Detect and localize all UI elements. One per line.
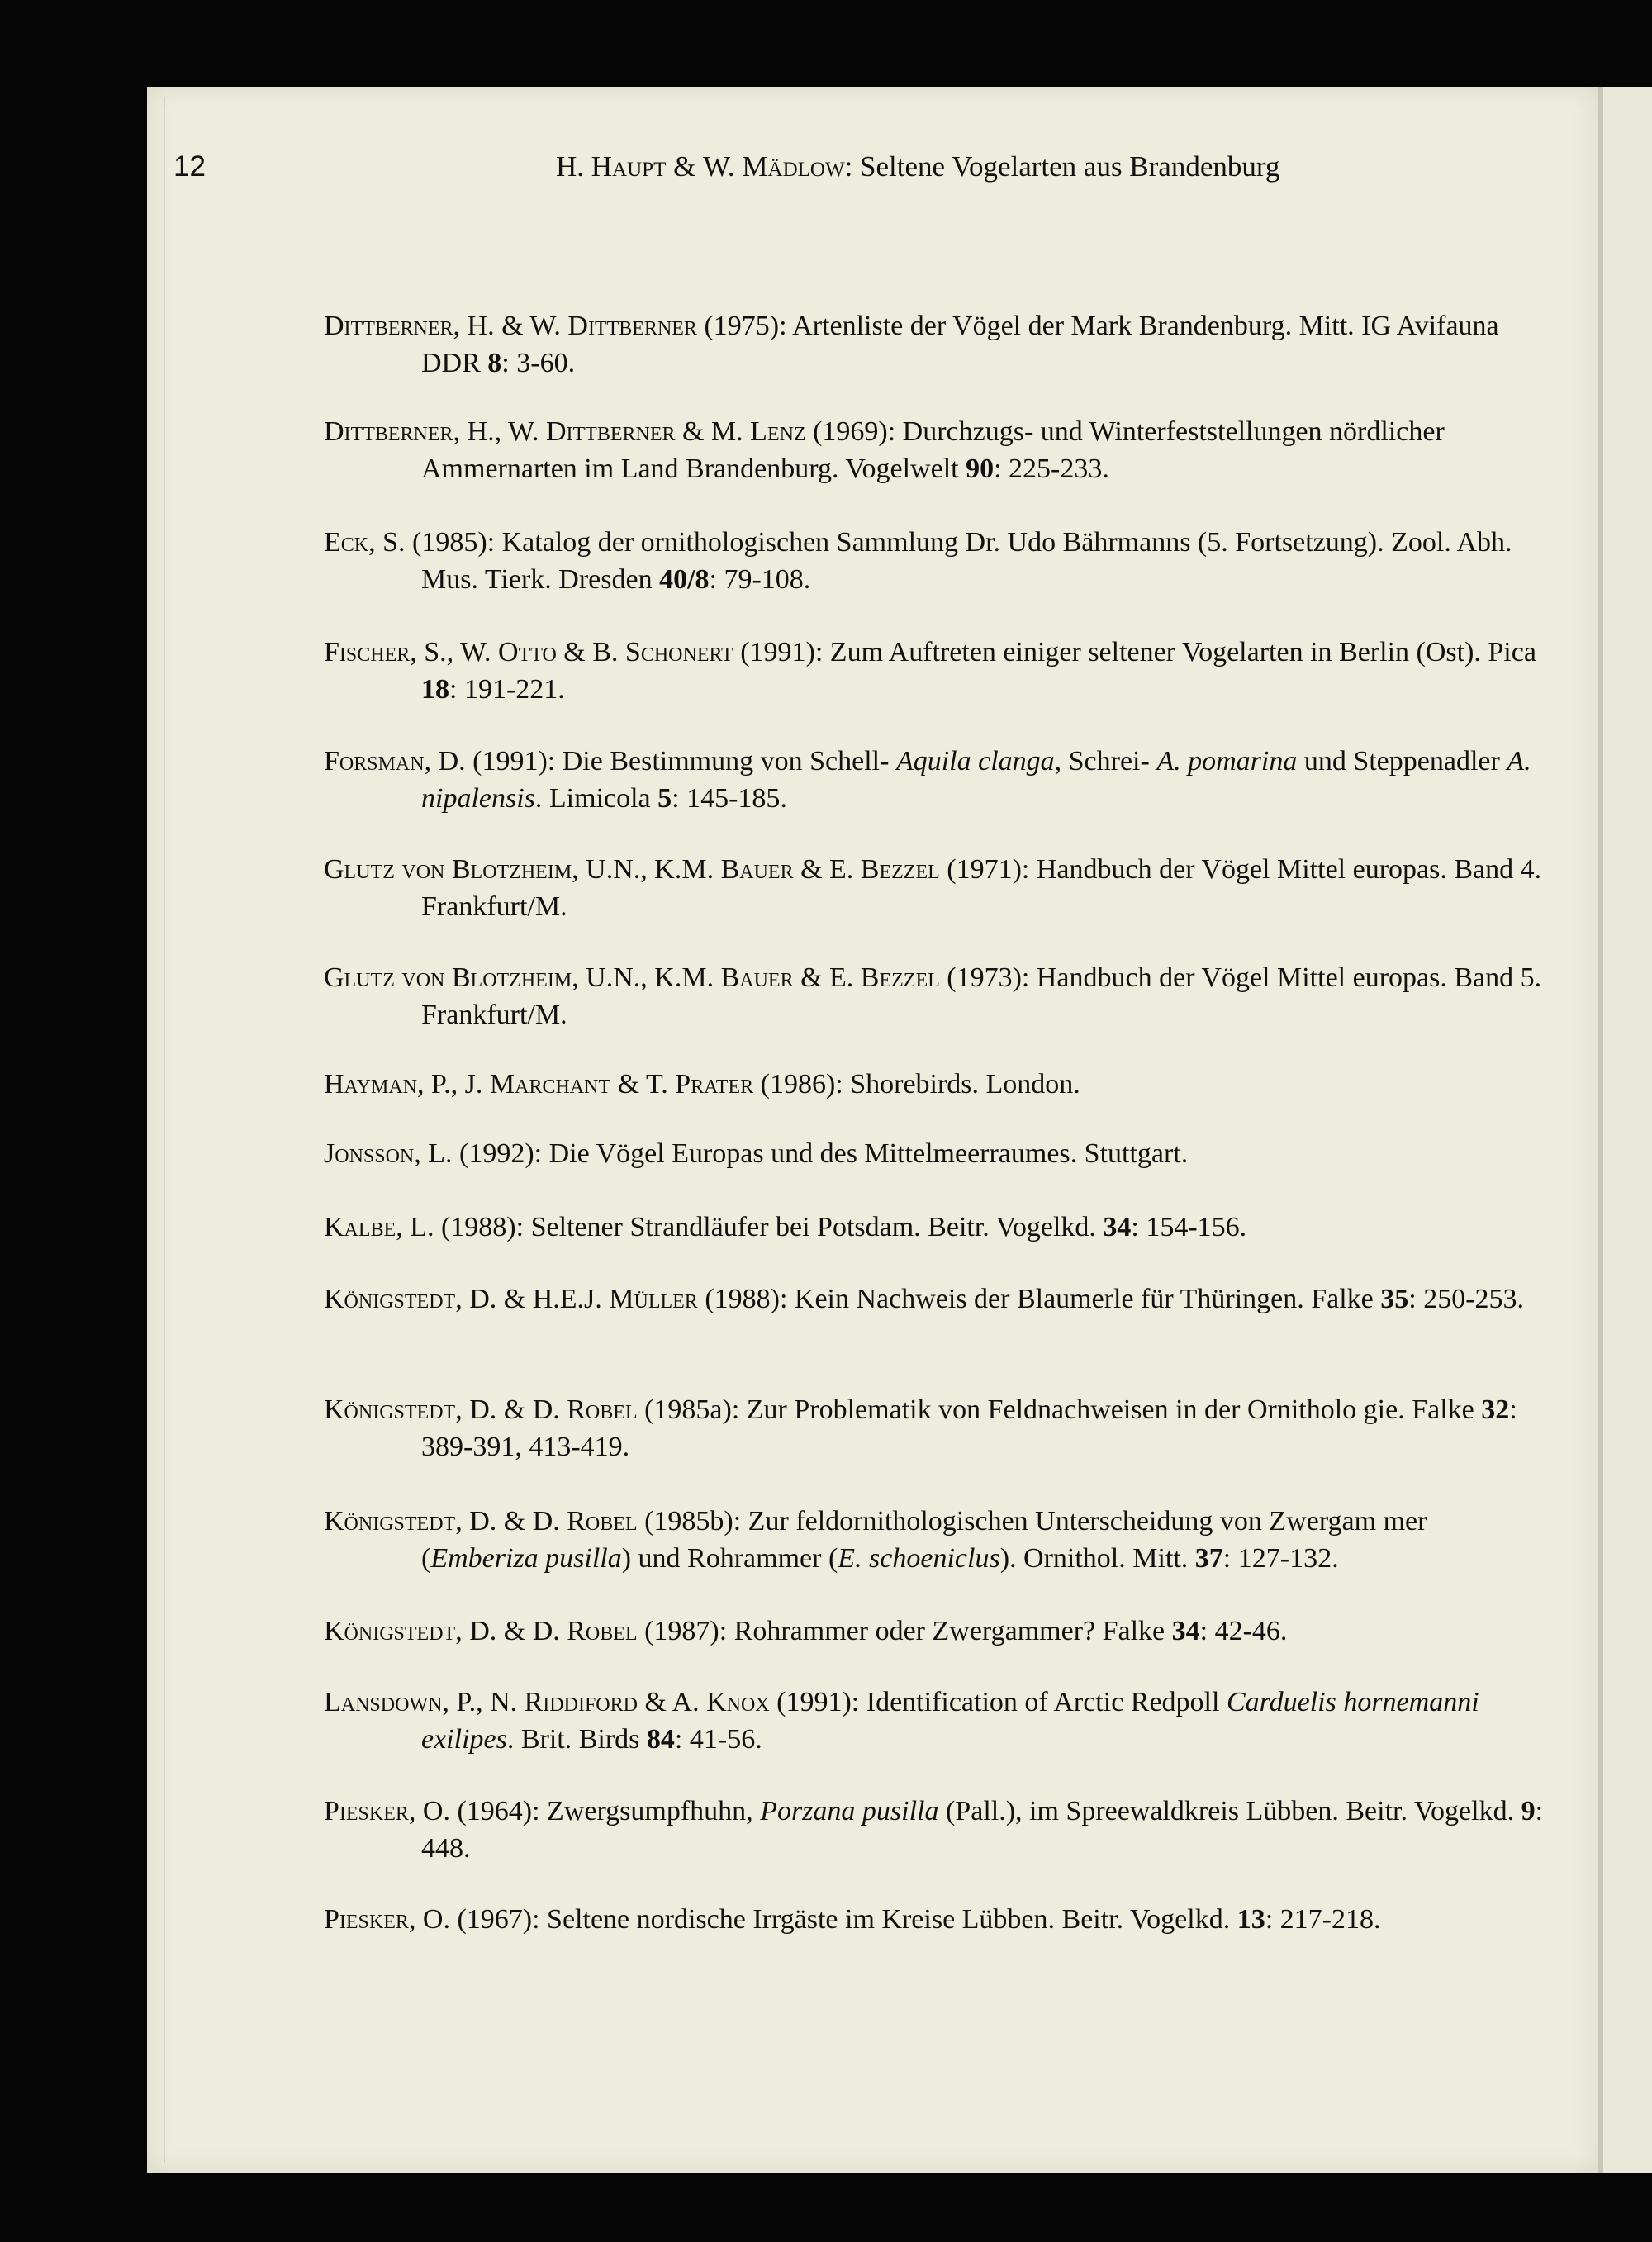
reference-authors: Piesker, O. (324, 1796, 450, 1826)
running-head-author-1: H. Haupt (556, 150, 667, 183)
reference-authors: Glutz von Blotzheim, U.N., K.M. Bauer & E. Bezzel (324, 962, 940, 993)
reference-pages: : 79-108. (709, 564, 811, 595)
reference-volume: 34 (1171, 1616, 1200, 1646)
reference-text: , Schrei- (1054, 746, 1157, 777)
reference-entry (324, 1901, 1652, 1938)
reference-text: ) und Rohrammer ( (621, 1543, 838, 1574)
reference-pages: : 225-233. (994, 454, 1109, 484)
reference-text: (1987): Rohrammer oder Zwergammer? Falke (637, 1616, 1172, 1646)
reference-species: Porzana pusilla (760, 1796, 939, 1826)
reference-pages: : 42-46. (1199, 1616, 1288, 1646)
running-title: H. Haupt & W. Mädlow: Seltene Vogelarten aus Brandenburg (556, 150, 1280, 183)
reference-volume: 35 (1380, 1284, 1409, 1314)
reference-authors: Lansdown, P., N. Riddiford & A. Knox (324, 1687, 770, 1717)
reference-entry (324, 1793, 1546, 1867)
reference-text: und Steppenadler (1297, 746, 1507, 777)
reference-volume: 5 (657, 783, 672, 814)
reference-text: (1991): Identification of Arctic Redpoll (769, 1687, 1227, 1717)
reference-text: (1985): Katalog der ornithologischen Sammlung Dr. Udo Bährmanns (5. Fortsetzung). Zool. Abh. Mus. Tierk. Dresden (405, 527, 1512, 595)
reference-volume: 40/8 (659, 564, 710, 595)
reference-entry (324, 1391, 1546, 1465)
reference-species: A. nipalensis (421, 746, 1531, 814)
reference-entry (324, 959, 1546, 1033)
reference-pages: : 389-391, 413-419. (421, 1394, 1517, 1462)
reference-pages: : 217-218. (1265, 1904, 1381, 1935)
reference-authors: Königstedt, D. & D. Robel (324, 1506, 638, 1537)
reference-entry (324, 1209, 1246, 1246)
reference-authors: Königstedt, D. & D. Robel (324, 1394, 638, 1425)
reference-volume: 84 (646, 1724, 675, 1755)
reference-text: (1971): Handbuch der Vögel Mittel europas. Band 4. Frankfurt/M. (421, 854, 1542, 922)
reference-text: (1973): Handbuch der Vögel Mittel europas. Band 5. Frankfurt/M. (421, 962, 1542, 1030)
running-head-title: Seltene Vogelarten aus Brandenburg (860, 150, 1280, 183)
reference-species: Aquila clanga (895, 746, 1055, 777)
reference-pages: : 191-221. (449, 674, 565, 705)
reference-entry (324, 1066, 1080, 1103)
reference-entry (324, 1280, 1524, 1318)
reference-pages: : 145-185. (672, 783, 787, 814)
reference-text: (1967): Seltene nordische Irrgäste im Kreise Lübben. Beitr. Vogelkd. (449, 1904, 1237, 1935)
reference-pages: : 154-156. (1131, 1212, 1247, 1242)
reference-entry (324, 634, 1546, 708)
reference-text: . Brit. Birds (506, 1724, 647, 1755)
reference-pages: : 41-56. (674, 1724, 762, 1755)
reference-text: (1986): Shorebirds. London. (753, 1069, 1080, 1100)
reference-entry (324, 851, 1546, 925)
reference-pages: : 250-253. (1408, 1284, 1525, 1314)
reference-text: (1992): Die Vögel Europas und des Mittelmeerraumes. Stuttgart. (452, 1138, 1189, 1169)
reference-authors: Dittberner, H. & W. Dittberner (324, 311, 697, 341)
reference-authors: Jonsson, L. (324, 1138, 453, 1169)
reference-volume: 18 (421, 674, 449, 705)
reference-volume: 37 (1194, 1543, 1223, 1574)
reference-text: (1988): Kein Nachweis der Blaumerle für Thüringen. Falke (697, 1284, 1381, 1314)
reference-volume: 32 (1481, 1394, 1510, 1425)
reference-authors: Kalbe, L. (324, 1212, 434, 1242)
reference-volume: 8 (487, 348, 502, 378)
reference-volume: 90 (966, 454, 995, 484)
reference-text: ). Ornithol. Mitt. (999, 1543, 1195, 1574)
reference-text: (1985b): Zur feldornithologischen Unterscheidung von Zwergam mer ( (421, 1506, 1427, 1574)
reference-species: E. schoeniclus (838, 1543, 1000, 1574)
running-head-author-2: W. Mädlow (703, 150, 845, 183)
reference-species: Emberiza pusilla (430, 1543, 622, 1574)
reference-authors: Fischer, S., W. Otto & B. Schonert (324, 637, 733, 667)
reference-entry (324, 1613, 1287, 1650)
reference-text: (1991): Zum Auftreten einiger seltener Vogelarten in Berlin (Ost). Pica (733, 637, 1536, 667)
reference-volume: 9 (1521, 1796, 1536, 1826)
reference-text: (1964): Zwergsumpfhuhn, (449, 1796, 761, 1826)
reference-authors: Eck, S. (324, 527, 406, 558)
reference-entry (324, 307, 1546, 382)
reference-authors: Königstedt, D. & H.E.J. Müller (324, 1284, 698, 1314)
reference-text: (1988): Seltener Strandläufer bei Potsdam. Beitr. Vogelkd. (434, 1212, 1104, 1242)
reference-authors: Forsman, D. (324, 746, 466, 777)
page-number: 12 (173, 150, 206, 183)
reference-text: (1991): Die Bestimmung von Schell- (465, 746, 896, 777)
reference-text: (1985a): Zur Problematik von Feldnachweisen in der Ornitholo gie. Falke (637, 1394, 1482, 1425)
reference-entry (324, 743, 1546, 817)
reference-pages: : 127-132. (1222, 1543, 1339, 1574)
reference-pages: : 3-60. (501, 348, 576, 378)
reference-authors: Königstedt, D. & D. Robel (324, 1616, 638, 1646)
reference-text: . Limicola (534, 783, 658, 814)
reference-volume: 13 (1237, 1904, 1265, 1935)
reference-text: (1975): Artenliste der Vögel der Mark Brandenburg. Mitt. IG Avifauna DDR (421, 311, 1499, 378)
reference-text: (1969): Durchzugs- und Winterfeststellungen nördlicher Ammernarten im Land Brandenburg. Vogelwelt (421, 416, 1445, 484)
reference-entry (324, 1135, 1188, 1172)
reference-text: (Pall.), im Spreewaldkreis Lübben. Beitr. Vogelkd. (938, 1796, 1521, 1826)
facing-page-edge (1598, 87, 1652, 2173)
reference-authors: Piesker, O. (324, 1904, 450, 1935)
reference-authors: Dittberner, H., W. Dittberner & M. Lenz (324, 416, 806, 447)
reference-entry (324, 1684, 1546, 1758)
reference-entry (324, 524, 1546, 598)
reference-entry (324, 413, 1546, 487)
reference-entry (324, 1503, 1546, 1577)
reference-volume: 34 (1103, 1212, 1132, 1242)
reference-pages: : 448. (421, 1796, 1544, 1864)
reference-species: A. pomarina (1156, 746, 1298, 777)
reference-species: Carduelis hornemanni exilipes (421, 1687, 1479, 1755)
reference-authors: Hayman, P., J. Marchant & T. Prater (324, 1069, 754, 1100)
reference-authors: Glutz von Blotzheim, U.N., K.M. Bauer & E. Bezzel (324, 854, 940, 885)
